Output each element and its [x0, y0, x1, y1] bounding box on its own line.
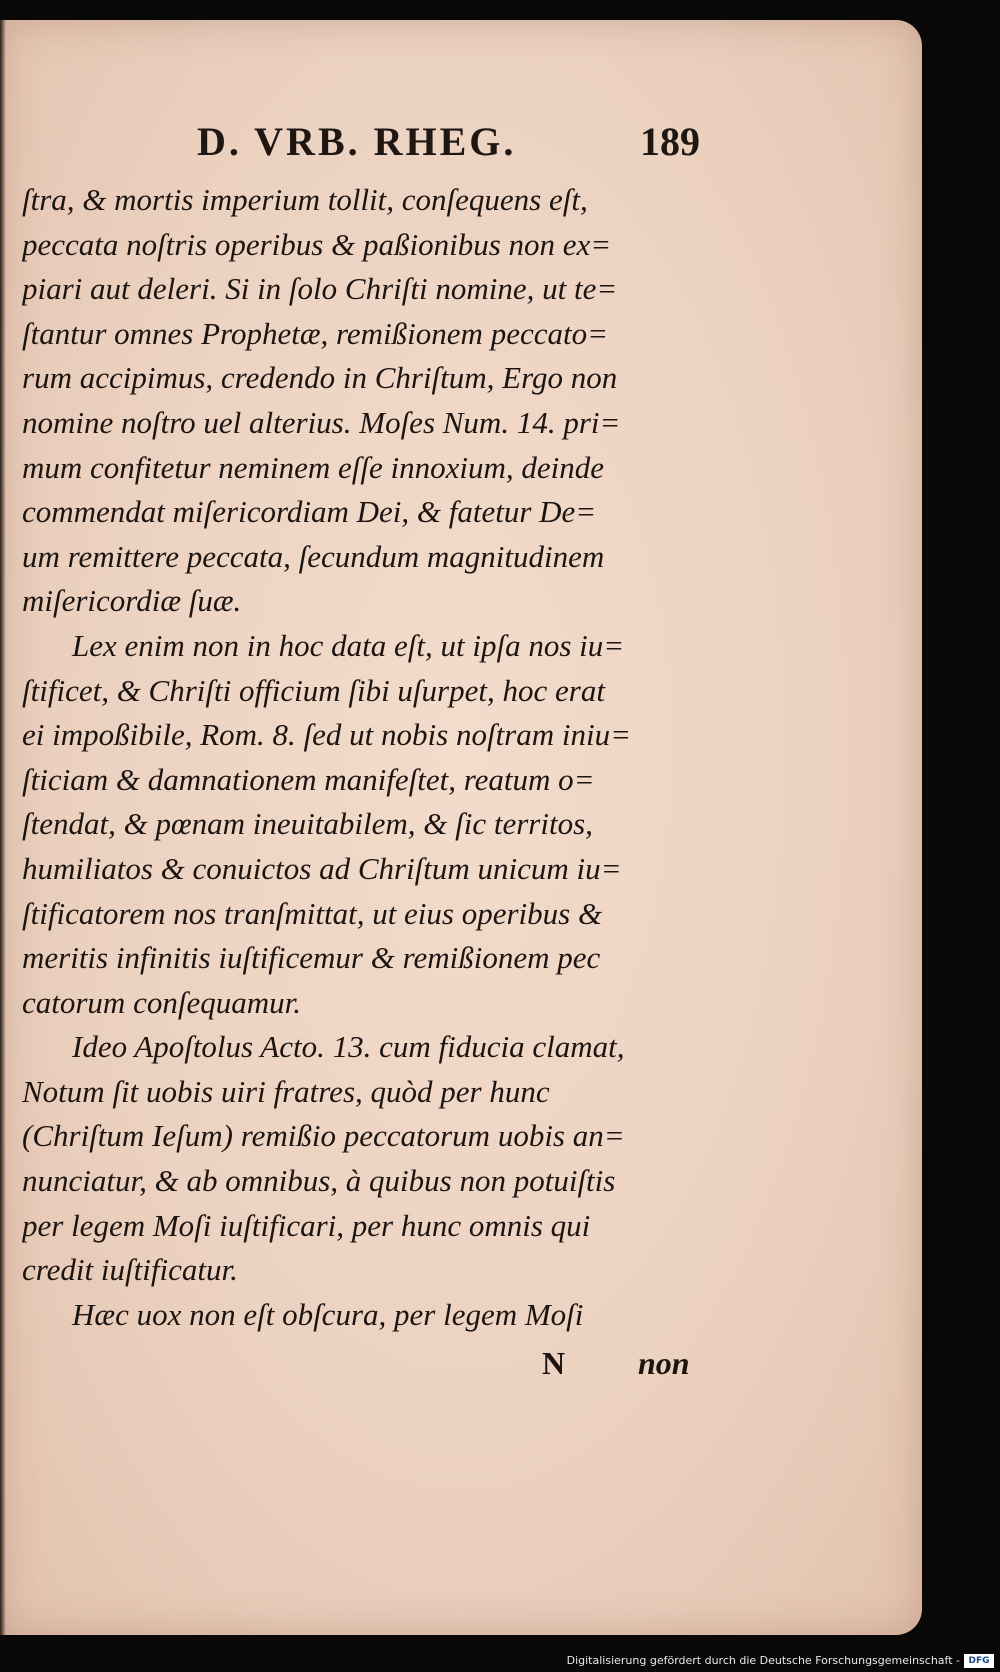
digitization-credit: Digitalisierung gefördert durch die Deutsche Forschungsgemeinschaft -: [566, 1654, 960, 1667]
text-line: nomine noſtro uel alterius. Moſes Num. 14. pri=: [22, 404, 621, 440]
paragraph-start-line: Lex enim non in hoc data eſt, ut ipſa nos iu=: [72, 627, 625, 663]
text-line: ſtra, & mortis imperium tollit, conſequens eſt,: [22, 182, 588, 217]
text-line: ſtificet, & Chriſti officium ſibi uſurpet, hoc erat: [22, 672, 605, 708]
text-line: credit iuſtificatur.: [22, 1252, 238, 1288]
paragraph-start-line: Hæc uox non eſt obſcura, per legem Moſi: [72, 1296, 584, 1332]
body-text: [22, 178, 700, 1337]
text-line: catorum conſequamur.: [22, 984, 301, 1020]
text-line: commendat miſericordiam Dei, & fatetur De=: [22, 494, 597, 530]
text-line: ſtantur omnes Prophetæ, remißionem peccato=: [22, 315, 609, 351]
page-gutter-shadow: [0, 20, 6, 1635]
text-line: ei impoßibile, Rom. 8. ſed ut nobis noſtram iniu=: [22, 717, 632, 753]
page-number: 189: [640, 119, 700, 164]
dfg-logo: DFG: [964, 1654, 994, 1668]
page-header: [0, 118, 922, 178]
text-line: ſtificatorem nos tranſmittat, ut eius operibus &: [22, 895, 603, 931]
signature-mark: N: [542, 1345, 566, 1381]
text-line: per legem Moſi iuſtificari, per hunc omnis qui: [22, 1207, 591, 1243]
text-line: peccata noſtris operibus & paßionibus non ex=: [22, 226, 612, 262]
paragraph-start-line: Ideo Apoſtolus Acto. 13. cum fiducia clamat,: [72, 1029, 625, 1065]
text-line: piari aut deleri. Si in ſolo Chriſti nomine, ut te=: [22, 271, 618, 307]
text-line: meritis infinitis iuſtificemur & remißionem pec: [22, 940, 601, 976]
text-line: mum confitetur neminem eſſe innoxium, deinde: [22, 449, 604, 485]
text-line: um remittere peccata, ſecundum magnitudinem: [22, 538, 605, 574]
text-line: rum accipimus, credendo in Chriſtum, Ergo non: [22, 360, 618, 396]
running-title: D. VRB. RHEG.: [197, 119, 517, 164]
text-line: miſericordiæ ſuæ.: [22, 583, 242, 619]
text-line: humiliatos & conuictos ad Chriſtum unicum iu=: [22, 850, 622, 886]
catchword: non: [638, 1345, 690, 1381]
text-line: (Chriſtum Ieſum) remißio peccatorum uobis an=: [22, 1118, 625, 1154]
text-line: nunciatur, & ab omnibus, à quibus non potuiſtis: [22, 1163, 616, 1199]
text-line: ſticiam & damnationem manifeſtet, reatum o=: [22, 761, 595, 797]
text-line: ſtendat, & pœnam ineuitabilem, & ſic territos,: [22, 806, 593, 842]
text-line: Notum ſit uobis uiri fratres, quòd per hunc: [22, 1073, 550, 1109]
